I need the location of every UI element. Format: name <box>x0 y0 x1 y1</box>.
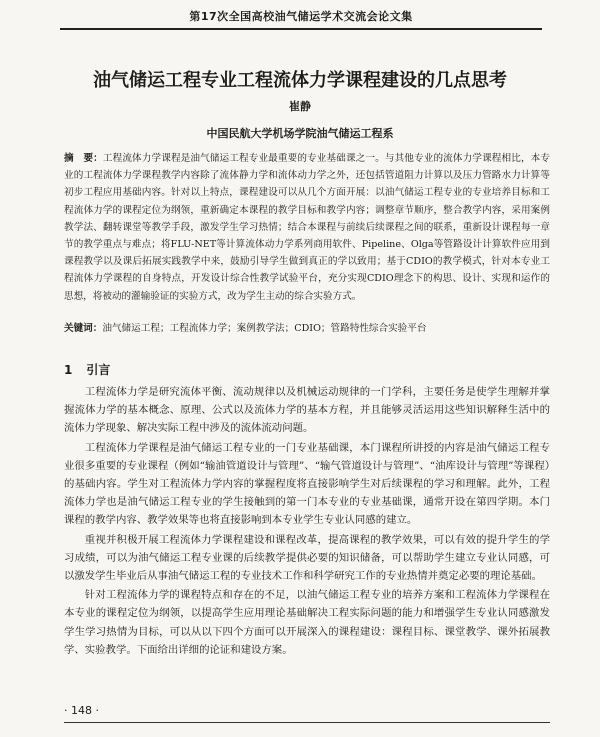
body-text <box>64 383 550 660</box>
keywords-label: 关键词： <box>64 323 103 334</box>
author-name: 崔静 <box>289 100 311 113</box>
page-number: · 148 · <box>64 704 99 717</box>
paragraph: 工程流体力学是研究流体平衡、流动规律以及机械运动规律的一门学科，主要任务是使学生理解并掌握流体力学的基本概念、原理、公式以及流体力学的基本方程，并且能够灵活运用这些知识解释生活中的流体力学现象、解决实际工程中涉及的流体流动问题。 <box>64 386 550 435</box>
paragraph: 针对工程流体力学的课程特点和存在的不足，以油气储运工程专业的培养方案和工程流体力学课程在本专业的课程定位为纲领，以提高学生应用理论基础解决工程实际问题的能力和增强学生专业认同感激发学生学习热情为目标，可以从以下四个方面可以开展深入的课程建设：课程目标、课堂教学、课外拓展教学、实验教学。下面给出详细的论证和建设方案。 <box>64 589 550 656</box>
author-affiliation: 中国民航大学机场学院油气储运工程系 <box>206 127 394 140</box>
section-title: 引言 <box>86 363 111 377</box>
footer-rule <box>64 722 550 723</box>
abstract-label: 摘 要： <box>64 153 103 164</box>
keywords <box>64 320 550 337</box>
running-header: 第17次全国高校油气储运学术交流会论文集 <box>60 8 542 30</box>
paragraph: 重视并积极开展工程流体力学课程建设和课程改革，提高课程的教学效果，可以有效的提升学生的学习成绩，可以为油气储运工程专业课的后续教学提供必要的知识储备，可以帮助学生建立专业认同感，可以激发学生毕业后从事油气储运工程的专业技术工作和科学研究工作的专业热情并奠定必要的理论基础。 <box>64 533 550 583</box>
section-heading <box>64 361 110 378</box>
paragraph: 工程流体力学课程是油气储运工程专业的一门专业基础课，本门课程所讲授的内容是油气储运工程专业很多重要的专业课程（例如“输油管道设计与管理”、“输气管道设计与管理”、“油库设计与管理”等课程）的基础内容。学生对工程流体力学内容的掌握程度将直接影响学生对后续课程的学习和理解。此外，工程流体力学也是油气储运工程专业的学生接触到的第一门本专业的专业基础课，通常开设在第四学期。本门课程的教学内容、教学效果等也将直接影响到本专业学生专业认同感的建立。 <box>64 441 550 527</box>
paper-title: 油气储运工程专业工程流体力学课程建设的几点思考 <box>93 70 507 91</box>
abstract <box>64 150 550 305</box>
keywords-text: 油气储运工程；工程流体力学；案例教学法；CDIO；管路特性综合实验平台 <box>102 323 427 334</box>
abstract-text: 工程流体力学课程是油气储运工程专业最重要的专业基础课之一。与其他专业的流体力学课程相比，本专业的工程流体力学课程教学内容除了流体静力学和流体动力学之外，还包括管道阻力计算以及压力管路水力计算等初步工程应用基础内容。针对以上特点，课程建设可以从几个方面开展：以油气储运工程专业的专业培养目标和工程流体力学的课程定位为纲领，重新确定本课程的教学目标和教学内容；调整章节顺序，整合教学内容，采用案例教学法、翻转课堂等教学手段，激发学生学习热情；结合本课程与前续后续课程之间的联系，重新设计课程每一章节的教学重点与难点；将FLU-NET等计算流体动力学系列商用软件、Pipeline、Olga等管路设计计算软件应用到课程教学以及课后拓展实践教学中来，鼓励引导学生做到真正的学以致用；基于CDIO的教学模式，针对本专业工程流体力学课程的自身特点，开发设计综合性教学试验平台，充分实现CDIO理念下的构思、设计、实现和运作的思想，将被动的灌输验证的实验方式，改为学生主动的综合实验方式。 <box>64 153 550 302</box>
section-number: 1 <box>64 363 73 377</box>
